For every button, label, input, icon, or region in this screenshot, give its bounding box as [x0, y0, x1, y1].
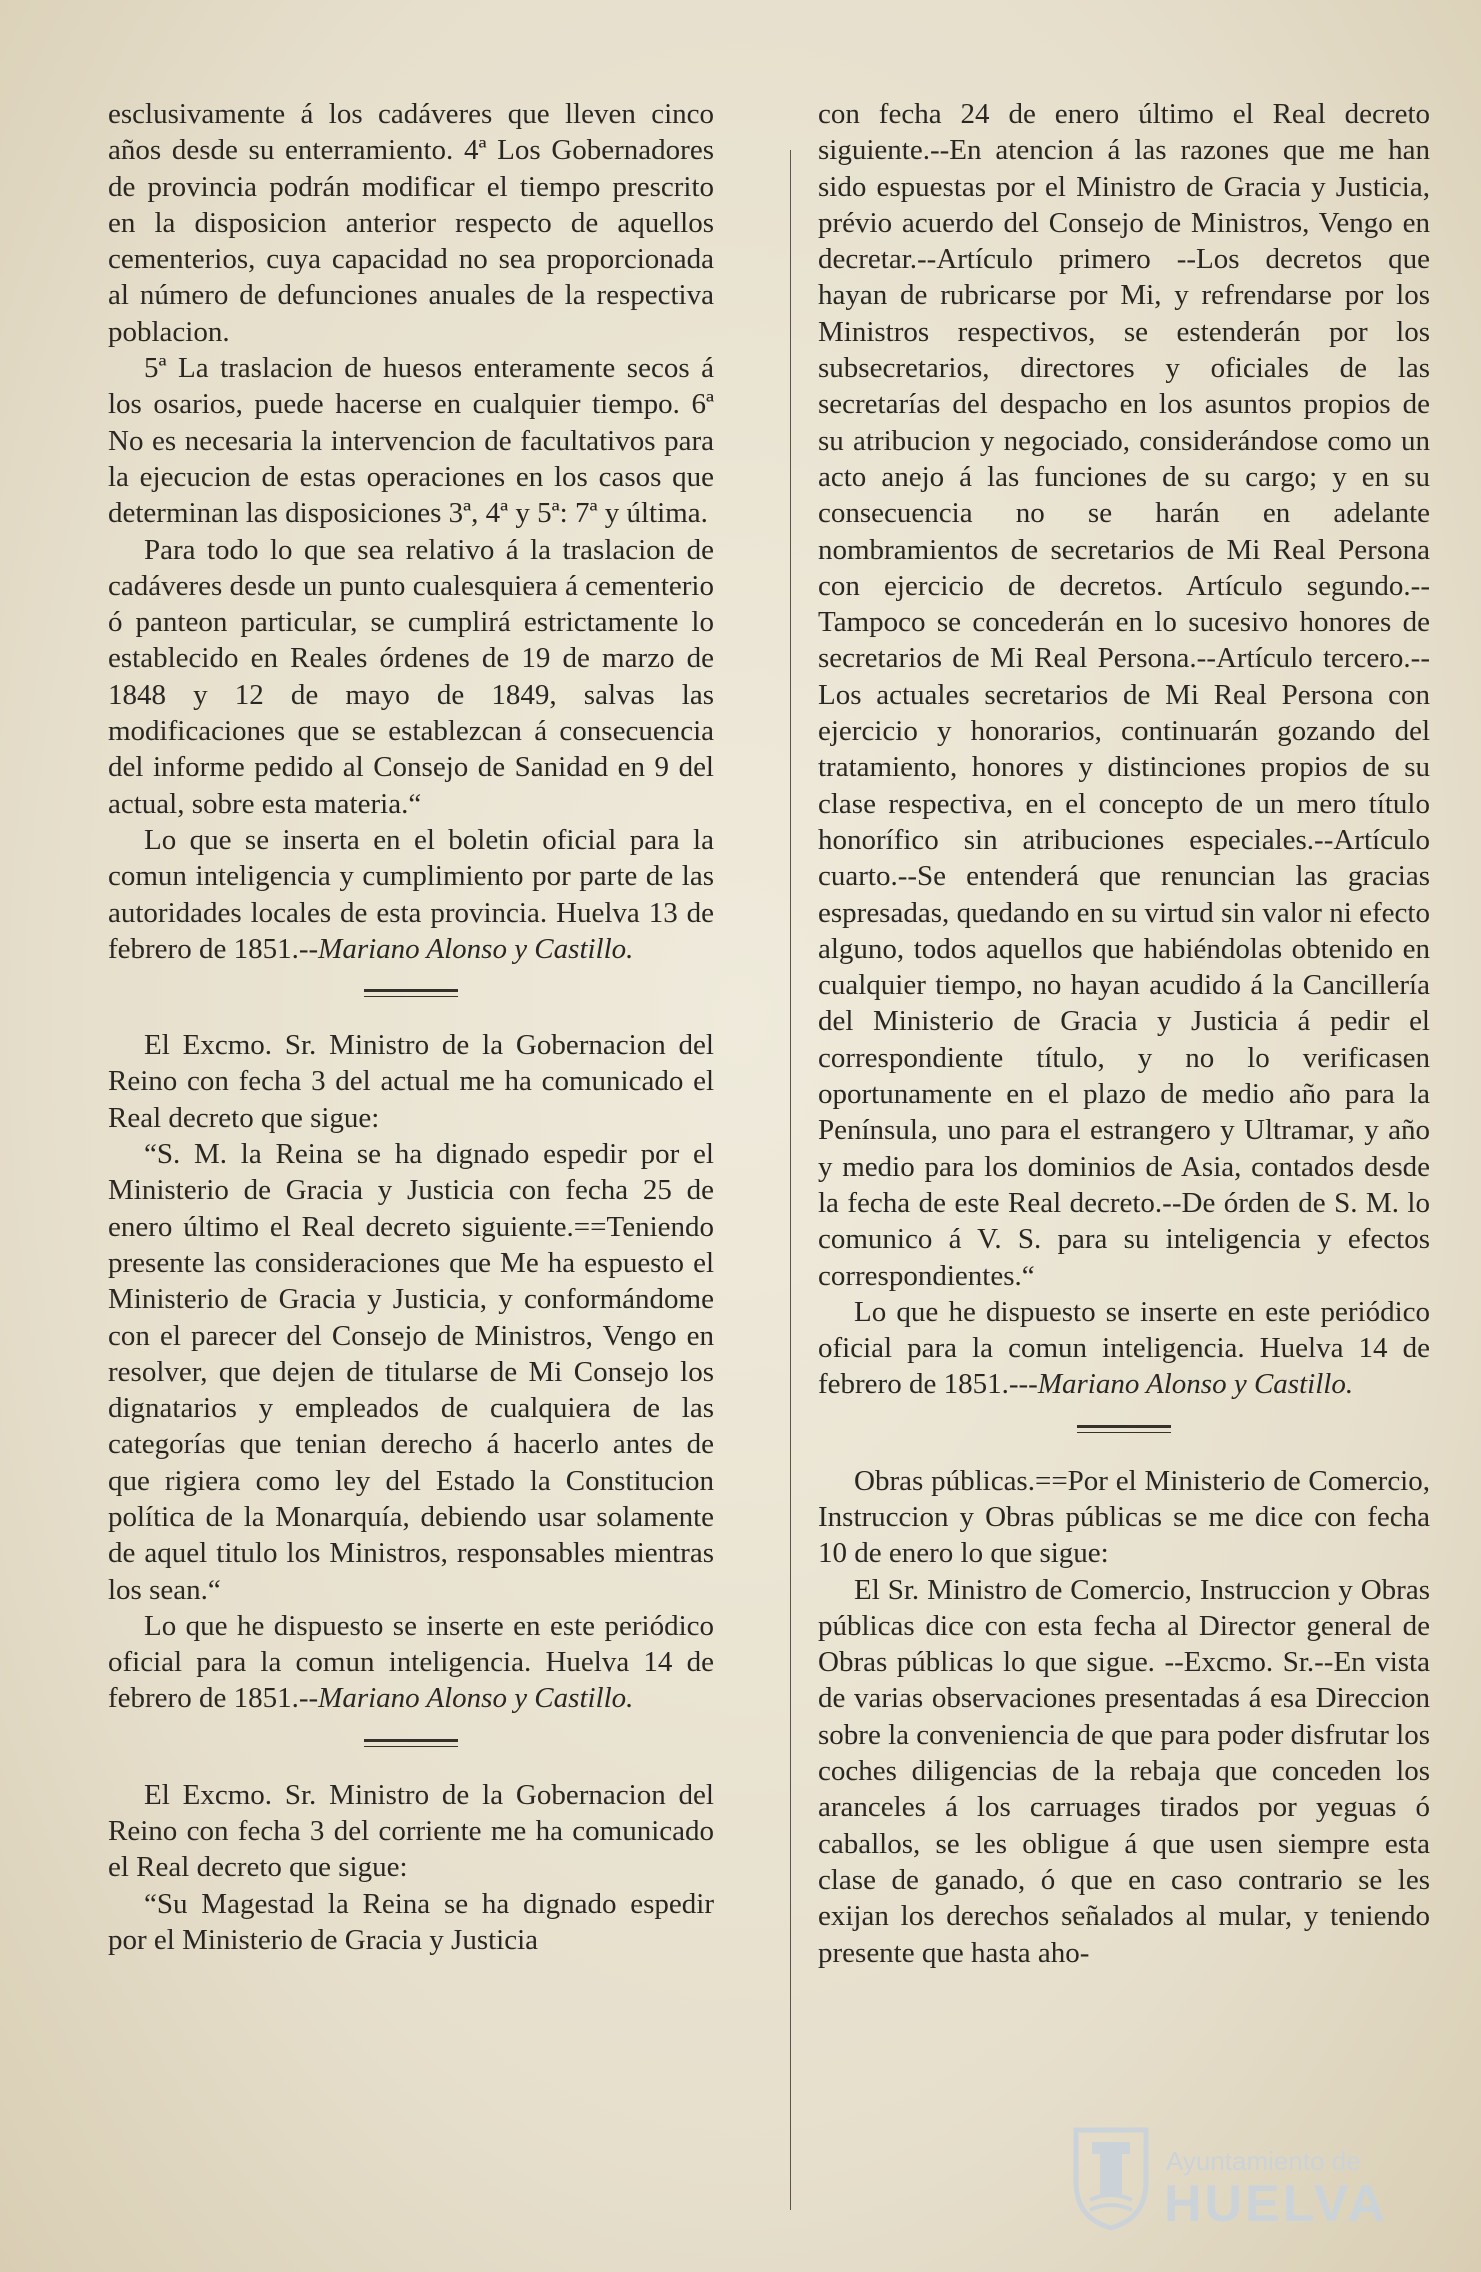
archive-watermark	[1070, 2120, 1410, 2240]
paragraph-publication-notice-2	[108, 1608, 714, 1717]
left-column	[108, 96, 714, 1958]
paragraph-publication-notice-3	[818, 1294, 1430, 1403]
section-separator	[108, 1725, 714, 1763]
paragraph-cemeteries-rules: esclusivamente á los cadáveres que lleven cinco años desde su enterramiento. 4ª Los Gobernadores de provincia podrán modificar el tiempo prescrito en la disposicion anterior respecto de aquellos cementerios, cuya capacidad no sea proporcionada al número de defunciones anuales de la respectiva poblacion.	[108, 98, 714, 348]
notice-text: Lo que he dispuesto se inserte en este periódico oficial para la comun inteligencia. Huelva 14 de febrero de 1851.--	[108, 1609, 714, 1715]
watermark-line1: Ayuntamiento de	[1166, 2146, 1361, 2176]
paragraph-bones-transfer: 5ª La traslacion de huesos enteramente secos á los osarios, puede hacerse en cualquier tiempo. 6ª No es necesaria la intervencion de facultativos para la ejecucion de estas operaciones en los casos que determinan las disposiciones 3ª, 4ª y 5ª: 7ª y última.	[108, 352, 714, 530]
section-separator	[818, 1411, 1430, 1449]
signature: Mariano Alonso y Castillo.	[318, 1682, 634, 1715]
section-separator	[108, 975, 714, 1013]
paragraph-minister-communication-1: El Excmo. Sr. Ministro de la Gobernacion del Reino con fecha 3 del actual me ha comunicado el Real decreto que sigue:	[108, 1029, 714, 1134]
paragraph-public-works-heading: Obras públicas.==Por el Ministerio de Comercio, Instruccion y Obras públicas se me dice con fecha 10 de enero lo que sigue:	[818, 1464, 1430, 1570]
paragraph-corpse-transfer: Para todo lo que sea relativo á la traslacion de cadáveres desde un punto cualesquiera á cementerio ó panteon particular, se cumplirá estrictamente lo establecido en Reales órdenes de 19 de marzo de 1848 y 12 de mayo de 1849, salvas las modificaciones que se establezcan á consecuencia del informe pedido al Consejo de Sanidad en 9 del actual, sobre esta materia.“	[108, 533, 714, 820]
signature: Mariano Alonso y Castillo.	[1037, 1368, 1354, 1401]
city-shield-icon	[1070, 2120, 1152, 2232]
paragraph-minister-communication-2: El Excmo. Sr. Ministro de la Gobernacion del Reino con fecha 3 del corriente me ha comunicado el Real decreto que sigue:	[108, 1778, 714, 1884]
right-column	[818, 96, 1430, 1971]
watermark-line2: HUELVA	[1164, 2175, 1389, 2233]
notice-text: Lo que he dispuesto se inserte en este periódico oficial para la comun inteligencia. Huelva 14 de febrero de 1851.---	[818, 1295, 1430, 1401]
column-divider	[790, 150, 791, 2210]
paragraph-royal-decree-start: “Su Magestad la Reina se ha dignado espedir por el Ministerio de Gracia y Justicia	[108, 1887, 714, 1956]
signature: Mariano Alonso y Castillo.	[318, 932, 634, 965]
paragraph-royal-decree-council: “S. M. la Reina se ha dignado espedir por el Ministerio de Gracia y Justicia con fecha 25 de enero último el Real decreto siguiente.==Teniendo presente las consideraciones que Me ha espuesto el Ministerio de Gracia y Justicia, y conformándome con el parecer del Consejo de Ministros, Vengo en resolver, que dejen de titularse de Mi Consejo los dignatarios y empleados de cualquiera de las categorías que tenian derecho á hacerlo antes de que rigiera como ley del Estado la Constitucion política de la Monarquía, debiendo usar solamente de aquel titulo los Ministros, responsables mientras los sean.“	[108, 1138, 714, 1606]
notice-text: Lo que se inserta en el boletin oficial para la comun inteligencia y cumplimiento por parte de las autoridades locales de esta provincia. Huelva 13 de febrero de 1851.--	[108, 823, 714, 965]
paragraph-publication-notice-1	[108, 822, 714, 967]
paragraph-royal-decree-secretaries: con fecha 24 de enero último el Real decreto siguiente.--En atencion á las razones que me han sido espuestas por el Ministro de Gracia y Justicia, prévio acuerdo del Consejo de Ministros, Vengo en decretar.--Artículo primero --Los decretos que hayan de rubricarse por Mi, y refrendarse por los Ministros respectivos, se estenderán por los subsecretarios, directores y oficiales de las secretarías del despacho en los asuntos propios de su atribucion y negociado, considerándose como un acto anejo á las funciones de su cargo; y en su consecuencia no se harán en adelante nombramientos de secretarios de Mi Real Persona con ejercicio de decretos. Artículo segundo.--Tampoco se concederán en lo sucesivo honores de secretarios de Mi Real Persona.--Artículo tercero.--Los actuales secretarios de Mi Real Persona con ejercicio y honorarios, continuarán gozando del tratamiento, honores y distinciones propios de su clase respectiva, en el concepto de un mero título honorífico sin atribuciones especiales.--Artículo cuarto.--Se entenderá que renuncian las gracias espresadas, quedando en su virtud sin valor ni efecto alguno, todos aquellos que habiéndolas obtenido en cualquier tiempo, no hayan acudido á la Cancillería del Ministerio de Gracia y Justicia á pedir el correspondiente título, y no lo verificasen oportunamente en el plazo de medio año para la Península, uno para el estrangero y Ultramar, y año y medio para los dominios de Asia, contados desde la fecha de este Real decreto.--De órden de S. M. lo comunico á V. S. para su inteligencia y efectos correspondientes.“	[818, 98, 1430, 1292]
paragraph-public-works-body: El Sr. Ministro de Comercio, Instruccion y Obras públicas dice con esta fecha al Director general de Obras públicas lo que sigue. --Excmo. Sr.--En vista de varias observaciones presentadas á esa Direccion sobre la conveniencia de que para poder disfrutar los coches diligencias de la rebaja que conceden los aranceles á los carruages tirados por yeguas ó caballos, se les obligue á que usen siempre esta clase de ganado, ó que en caso contrario se les exijan los derechos señalados al mular, y teniendo presente que hasta aho-	[818, 1573, 1430, 1969]
